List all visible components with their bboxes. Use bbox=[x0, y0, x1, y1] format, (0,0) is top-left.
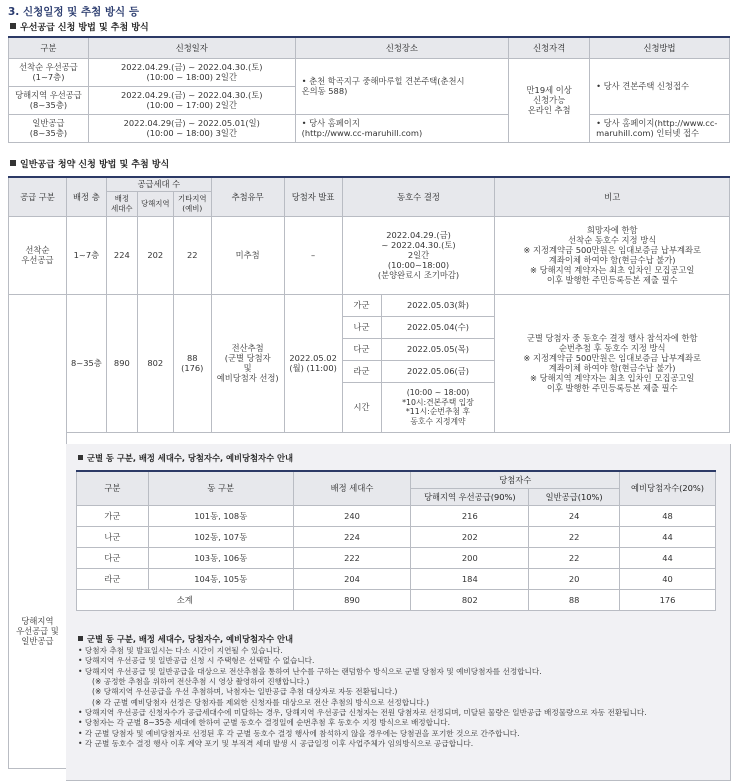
row2-supply: 당해지역 우선공급 및 일반공급 bbox=[9, 294, 67, 768]
table-row bbox=[77, 506, 716, 527]
table-row bbox=[77, 569, 716, 590]
subtable-heading bbox=[78, 452, 293, 464]
cell-total-label: 소계 bbox=[77, 590, 294, 611]
col-header: 동 구분 bbox=[148, 471, 293, 506]
note-item: • 당첨자 추첨 및 발표일시는 다소 시간이 지연될 수 있습니다. bbox=[78, 646, 283, 655]
cell-group: 가군 bbox=[77, 506, 149, 527]
note-item: • 당해지역 우선공급 및 일반공급 신청 시 주택형은 선택할 수 없습니다. bbox=[78, 656, 315, 666]
cell-buildings: 103동, 106동 bbox=[148, 548, 293, 569]
cell-assigned: 240 bbox=[293, 506, 411, 527]
table-row bbox=[77, 548, 716, 569]
group-allocation-table bbox=[76, 470, 716, 611]
col-header: 신청방법 bbox=[590, 37, 730, 58]
col-header: 예비당첨자수(20%) bbox=[620, 471, 716, 506]
col-header: 신청일자 bbox=[88, 37, 295, 58]
section1-heading bbox=[10, 20, 149, 33]
group-label: 라군 bbox=[342, 360, 381, 382]
cell-local: 216 bbox=[411, 506, 529, 527]
note-item: • 당해지역 우선공급 및 일반공급을 대상으로 전산추첨을 통하여 난수를 구하는 랜덤함수 방식으로 군별 당첨자 및 예비당첨자를 선정합니다. bbox=[78, 666, 542, 676]
col-header: 추첨유무 bbox=[211, 177, 284, 216]
row2-assigned: 890 bbox=[106, 294, 137, 432]
group-date: 2022.05.05(목) bbox=[381, 338, 495, 360]
cell-reserve: 44 bbox=[620, 527, 716, 548]
row1-decision: 2022.04.29.(금) ~ 2022.04.30.(토) 2일간 (10:00~18:00) (분양완료시 조기마감) bbox=[342, 216, 495, 294]
cell-group: 다군 bbox=[77, 548, 149, 569]
table-row bbox=[77, 527, 716, 548]
subtable-title: 군별 동 구분, 배정 세대수, 당첨자수, 예비당첨자수 안내 bbox=[87, 453, 294, 463]
row1-supply: 선착순 우선공급 bbox=[9, 216, 67, 294]
note-item: (※ 당해지역 우선공급을 우선 추첨하며, 낙첨자는 일반공급 추첨 대상자로 자동 전환됩니다.) bbox=[92, 687, 398, 697]
bullet-square-icon bbox=[78, 636, 83, 641]
time-text: (10:00 ~ 18:00) *10시:견본주택 입장 *11시:순번추첨 후 동호수 지정계약 bbox=[381, 382, 495, 432]
bullet-square-icon bbox=[10, 23, 16, 29]
group-label: 다군 bbox=[342, 338, 381, 360]
cell-assigned: 890 bbox=[293, 590, 411, 611]
section1-title: 우선공급 신청 방법 및 추첨 방식 bbox=[20, 23, 149, 33]
row1-other: 22 bbox=[173, 216, 211, 294]
col-header: 비고 bbox=[495, 177, 730, 216]
cell-reserve: 176 bbox=[620, 590, 716, 611]
group-date: 2022.05.03(화) bbox=[381, 294, 495, 316]
row1-method: 미추첨 bbox=[211, 216, 284, 294]
page-title: 3. 신청일정 및 추첨 방식 등 bbox=[8, 6, 140, 18]
priority-supply-table bbox=[8, 36, 730, 143]
row2-other: 88 (176) bbox=[173, 294, 211, 432]
cell-local: 202 bbox=[411, 527, 529, 548]
cell-local: 802 bbox=[411, 590, 529, 611]
notes-title: 군별 동 구분, 배정 세대수, 당첨자수, 예비당첨자수 안내 bbox=[87, 634, 294, 644]
col-header: 신청자격 bbox=[509, 37, 590, 58]
col-header: 공급세대 수 bbox=[106, 177, 211, 191]
cell-group: 라군 bbox=[77, 569, 149, 590]
bullet-square-icon bbox=[10, 160, 16, 166]
row-type: 선착순 우선공급 (1~7층) bbox=[9, 58, 89, 86]
note-item: (※ 공정한 추첨을 위하여 전산추첨 시 영상 촬영하여 진행합니다.) bbox=[92, 676, 310, 686]
group-label: 나군 bbox=[342, 316, 381, 338]
row2-floor: 8~35층 bbox=[66, 294, 106, 432]
qualification: 만19세 이상 신청가능 온라인 추첨 bbox=[509, 58, 590, 142]
cell-assigned: 224 bbox=[293, 527, 411, 548]
place-homepage: • 당사 홈페이지 (http://www.cc-maruhill.com) bbox=[295, 114, 509, 142]
row1-floor: 1~7층 bbox=[66, 216, 106, 294]
row-date: 2022.04.29.(금) ~ 2022.04.30.(토) (10:00 ~ 17:00) 2일간 bbox=[88, 86, 295, 114]
row1-remark: 희망자에 한함 선착순 동호수 지정 방식 ※ 지정계약금 500만원은 임대보증금 납부계좌로 계좌이체 하여야 함(현금수납 불가) ※ 당해지역 계약자는 최초 입차인 모집공고일 이후 발행한 주민등록등본 제출 필수 bbox=[495, 216, 730, 294]
col-header: 당해지역 bbox=[137, 191, 173, 216]
cell-assigned: 204 bbox=[293, 569, 411, 590]
cell-reserve: 40 bbox=[620, 569, 716, 590]
row2-method: 전산추첨 (군별 당첨자 및 예비당첨자 선정) bbox=[211, 294, 284, 432]
cell-group: 나군 bbox=[77, 527, 149, 548]
cell-buildings: 101동, 108동 bbox=[148, 506, 293, 527]
cell-general: 88 bbox=[529, 590, 620, 611]
row1-announce: – bbox=[284, 216, 342, 294]
row-date: 2022.04.29(금) ~ 2022.05.01(일) (10:00 ~ 18:00) 3일간 bbox=[88, 114, 295, 142]
row2-local: 802 bbox=[137, 294, 173, 432]
cell-reserve: 48 bbox=[620, 506, 716, 527]
col-header: 배정 세대수 bbox=[106, 191, 137, 216]
col-header: 신청장소 bbox=[295, 37, 509, 58]
col-header: 당첨자 발표 bbox=[284, 177, 342, 216]
time-label: 시간 bbox=[342, 382, 381, 432]
cell-general: 22 bbox=[529, 548, 620, 569]
method-homepage: • 당사 홈페이지(http://www.cc- maruhill.com) 인터넷 접수 bbox=[590, 114, 730, 142]
row1-local: 202 bbox=[137, 216, 173, 294]
cell-buildings: 104동, 105동 bbox=[148, 569, 293, 590]
col-header: 일반공급(10%) bbox=[529, 489, 620, 506]
cell-general: 20 bbox=[529, 569, 620, 590]
col-header: 공급 구분 bbox=[9, 177, 67, 216]
col-header: 당해지역 우선공급(90%) bbox=[411, 489, 529, 506]
note-item: (※ 각 군별 예비당첨자 선정은 당첨자를 제외한 신청자를 대상으로 전산 추첨의 방식으로 선정합니다.) bbox=[92, 697, 430, 707]
col-header: 구분 bbox=[9, 37, 89, 58]
row-date: 2022.04.29.(금) ~ 2022.04.30.(토) (10:00 ~ 18:00) 2일간 bbox=[88, 58, 295, 86]
row1-assigned: 224 bbox=[106, 216, 137, 294]
section2-title: 일반공급 청약 신청 방법 및 추첨 방식 bbox=[20, 160, 170, 170]
notes-list bbox=[78, 646, 718, 749]
col-header: 기타지역 (예비) bbox=[173, 191, 211, 216]
cell-assigned: 222 bbox=[293, 548, 411, 569]
cell-reserve: 44 bbox=[620, 548, 716, 569]
col-header: 배정 층 bbox=[66, 177, 106, 216]
note-item: • 당해지역 우선공급 신청자수가 공급세대수에 미달하는 경우, 당해지역 우선공급 신청자는 전원 당첨자로 선정되며, 미달된 물량은 일반공급 배정물량으로 자동 전환됩니다. bbox=[78, 707, 647, 717]
cell-local: 200 bbox=[411, 548, 529, 569]
row2-remark: 군별 당첨자 중 동호수 결정 행사 참석자에 한함 순번추첨 후 동호수 지정 방식 ※ 지정계약금 500만원은 임대보증금 납부계좌로 계좌이체 하여야 함(현금수납 불가) ※ 당해지역 계약자는 최초 입차인 모집공고일 이후 발행한 주민등록등본 제출 필수 bbox=[495, 294, 730, 432]
notes-heading bbox=[78, 633, 293, 645]
group-date: 2022.05.04(수) bbox=[381, 316, 495, 338]
row-type: 일반공급 (8~35층) bbox=[9, 114, 89, 142]
row-type: 당해지역 우선공급 (8~35층) bbox=[9, 86, 89, 114]
cell-local: 184 bbox=[411, 569, 529, 590]
bullet-square-icon bbox=[78, 455, 83, 460]
place-showroom: • 춘천 학곡지구 중해마루힐 견본주택(춘천시 온의동 588) bbox=[295, 58, 509, 114]
group-date: 2022.05.06(금) bbox=[381, 360, 495, 382]
cell-general: 24 bbox=[529, 506, 620, 527]
col-header: 당첨자수 bbox=[411, 471, 620, 489]
col-header: 배정 세대수 bbox=[293, 471, 411, 506]
note-item: • 각 군별 동호수 결정 행사 이후 계약 포기 및 부적격 세대 발생 시 공급일정 이후 사업주체가 임의방식으로 공급합니다. bbox=[78, 738, 474, 748]
section2-heading bbox=[10, 157, 169, 170]
col-header: 동호수 결정 bbox=[342, 177, 495, 216]
total-row bbox=[77, 590, 716, 611]
note-item: • 당첨자는 각 군별 8~35층 세대에 한하여 군별 동호수 결정일에 순번추첨 후 동호수 지정 방식으로 배정합니다. bbox=[78, 718, 451, 728]
cell-general: 22 bbox=[529, 527, 620, 548]
cell-buildings: 102동, 107동 bbox=[148, 527, 293, 548]
col-header: 구분 bbox=[77, 471, 149, 506]
row2-announce: 2022.05.02 (월) (11:00) bbox=[284, 294, 342, 432]
note-item: • 각 군별 당첨자 및 예비당첨자로 선정된 후 각 군별 동호수 결정 행사에 참석하지 않을 경우에는 당첨권을 포기한 것으로 간주합니다. bbox=[78, 728, 520, 738]
group-label: 가군 bbox=[342, 294, 381, 316]
method-showroom: • 당사 견본주택 신청접수 bbox=[590, 58, 730, 114]
